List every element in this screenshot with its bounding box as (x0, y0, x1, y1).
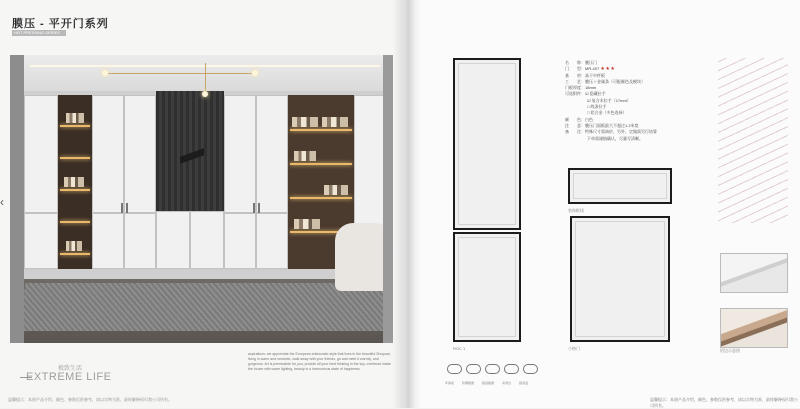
edge-swatch-2 (720, 308, 788, 348)
wardrobe-door (24, 213, 58, 269)
footer-note-right: 温馨提示：本册产品介绍、颜色、参数仅供参考，请以实物为准，最终解释权归我公司所有。 (650, 397, 798, 408)
wardrobe-door (92, 213, 124, 269)
spec-option: □ 铝合金（多色选择） (587, 110, 627, 116)
wardrobe-door (224, 95, 256, 213)
wardrobe-door (24, 95, 58, 213)
wall-column-right (383, 55, 393, 343)
edge-swatch-1 (720, 253, 788, 293)
spec-model-row: 门 型：MR-407 ★★★ (565, 66, 616, 73)
slogan-cn: 极致生活 (58, 366, 83, 372)
wardrobe-door (256, 213, 288, 269)
feature-label: 易清洁 (502, 381, 512, 385)
spec-material: 基 材：高干中纤板 (565, 72, 605, 78)
wardrobe-door (124, 213, 156, 269)
feature-icons (447, 364, 557, 378)
spec-option: ☑ 复合木拉手（17mm） (587, 97, 631, 103)
easy-clean-icon (504, 364, 519, 374)
description-text: aspirations: we appreciate the European aristocratic style that lives in the beautiful Shuyuan, living in warm and romantic, walk away with your friends, go and meet it warmly, and gorgeous. Art is permissible for you, provide all your best thinking in the sky, overhead inside the house with warm lighting, beauty is a harmonious state of happiness. (248, 352, 392, 371)
feature-label: 耐高温 (519, 381, 529, 385)
wardrobe-door (256, 95, 288, 213)
door-sample-tall-bottom (453, 232, 521, 342)
wardrobe-door (190, 211, 224, 269)
heat-resistant-icon (523, 364, 538, 374)
subtitle-tag: HOT PRESSING SERIES (12, 30, 66, 36)
rating-stars: ★★★ (600, 66, 616, 73)
spec-options-title: 可选附件：☑ 隐藏拉手 (565, 91, 606, 97)
spec-thickness: 门板厚度：18mm (565, 85, 597, 91)
footer-note-left: 温馨提示：本册产品介绍、颜色、参数仅供参考，请以实物为准，最终解释权归我公司所有。 (8, 397, 172, 402)
spec-note: 注 意：膜压门面板最大不超过1.2米宽 (565, 122, 639, 128)
page-title: 膜压 - 平开门系列 (12, 18, 109, 30)
spec-sheet (565, 60, 675, 142)
chandelier (105, 73, 255, 74)
spec-remark: 下单需谨慎确认，尽量写清晰。 (587, 135, 643, 141)
feature-labels (445, 381, 560, 385)
caption-edge: 铝边示意图 (720, 348, 740, 353)
spec-option: □ 线条拉手 (587, 104, 607, 110)
caption-tall-door: ROC 1 (453, 346, 466, 351)
moisture-proof-icon (466, 364, 481, 374)
wardrobe-door (224, 213, 256, 269)
wardrobe-door (124, 95, 156, 213)
slogan-en: EXTREME LIFE (26, 371, 112, 383)
frame-sample (568, 168, 672, 204)
feature-label: 防潮耐磨 (462, 381, 475, 385)
lit-shelf-left (58, 95, 92, 269)
spec-color: 颜 色：白色 (565, 116, 593, 122)
caption-large-door: 小格门 (568, 346, 580, 351)
wardrobe-door (156, 211, 190, 269)
wall-column-left (10, 55, 24, 343)
sculpture (180, 125, 204, 195)
door-sample-large (570, 216, 670, 342)
spec-remark: 备 注：特殊尺寸需询价，另外，定做需另行结算 (565, 129, 657, 135)
door-sample-tall-top (453, 58, 521, 230)
prev-page-arrow-icon[interactable]: ‹ (0, 195, 4, 209)
rug (19, 283, 393, 331)
caption-frame: 装饰框线 (568, 208, 584, 213)
feature-label: 环保板 (445, 381, 455, 385)
scratch-resistant-icon (485, 364, 500, 374)
feature-label: 耐刮耐磨 (482, 381, 495, 385)
page-gutter (393, 0, 421, 408)
spec-process: 工 艺：膜压＋金属条（可配颜色及模块） (565, 78, 645, 84)
eco-board-icon (447, 364, 462, 374)
hatch-pattern (718, 58, 788, 223)
spec-name: 名 称：膜压门 (565, 60, 597, 65)
wardrobe-door (92, 95, 124, 213)
room-photo (10, 55, 393, 343)
